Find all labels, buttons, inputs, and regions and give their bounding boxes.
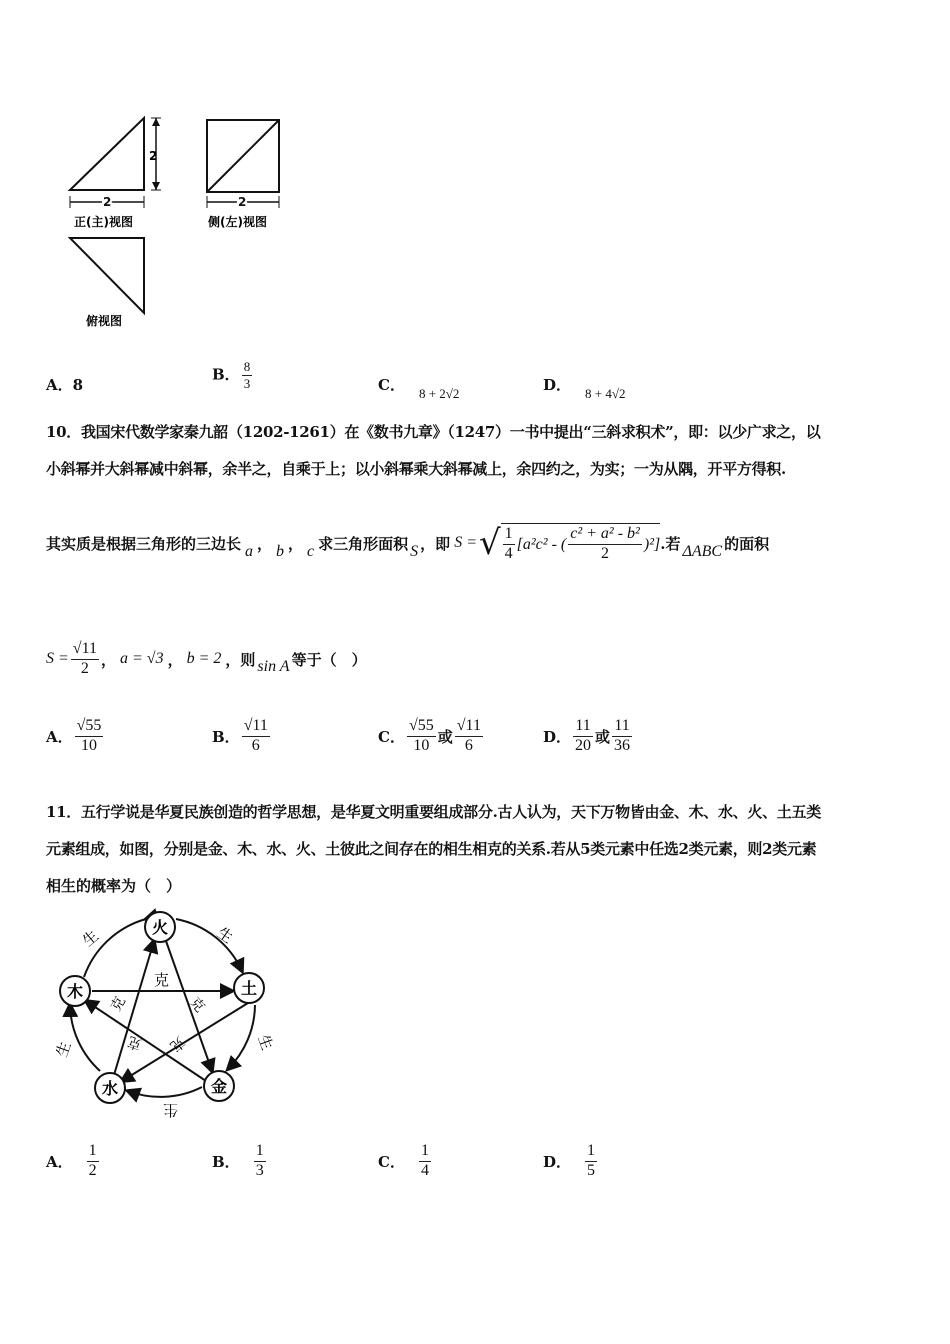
option-label: D． [543,376,572,394]
option-label: B． [212,1152,240,1171]
formula-quarter-den: 4 [504,545,513,562]
option-label: B． [212,365,240,384]
q11-line1: 11．五行学说是华夏民族创造的哲学思想，是华夏文明重要组成部分.古人认为，天下万物皆由金、木、水、火、土五类 [46,803,821,821]
area-lhs: S = [46,650,69,667]
sheng-label: 生 [79,926,103,951]
ke-label: 克 [166,1033,188,1055]
option-label: D． [543,727,572,746]
fraction-numerator: 1 [419,1143,431,1162]
node-wood [60,976,90,1006]
sin-a: sin A [257,658,290,675]
fraction-denominator: 36 [614,736,631,754]
formula-part1: [a²c² - ( [516,535,567,553]
svg-text:木: 木 [66,982,84,1001]
node-metal [204,1071,234,1101]
option-label: C． [378,727,405,746]
node-earth [234,973,264,1003]
svg-text:水: 水 [101,1079,119,1098]
q11-option-a[interactable] [46,1143,101,1180]
q9-option-c[interactable] [378,374,460,401]
sqrt-sign: √ [478,523,501,563]
formula-lhs: S = [454,534,477,551]
fraction-numerator: 1 [585,1143,597,1162]
or-word: 或 [437,727,453,746]
fraction-numerator: √11 [242,718,270,737]
q10-option-a[interactable] [46,718,105,755]
front-view-triangle [70,118,144,190]
sheng-label: 生 [254,1032,277,1053]
option-label: C． [378,376,405,394]
q11-option-c[interactable] [378,1143,433,1180]
svg-text:土: 土 [240,979,258,998]
sheng-label: 生 [162,1101,178,1119]
separator: ， [257,534,273,553]
fraction-numerator: √11 [455,718,483,737]
option-value: 8 + 4√2 [585,386,626,401]
option-value: 8 + 2√2 [418,386,460,401]
triangle-abc: ΔABC [682,543,723,560]
fraction-numerator: 11 [573,718,592,737]
q10-line1: 10．我国宋代数学家秦九韶（1202-1261）在《数书九章》（1247）一书中提出“三斜求积术”，即：以少广求之，以 [46,423,821,441]
fraction-denominator: 6 [251,736,260,754]
q10-text: ，即 [420,534,451,553]
option-label: A． [46,376,73,394]
fraction-denominator: 4 [420,1161,429,1179]
top-view-triangle [70,238,144,313]
fraction-denominator: 10 [81,736,98,754]
q10-option-c[interactable] [378,718,485,755]
side-view-diagonal [207,120,279,192]
var-c: c [307,543,315,560]
fraction-numerator: 1 [87,1143,99,1162]
q11-line3: 相生的概率为（ ） [46,877,182,895]
fraction-denominator: 6 [464,736,473,754]
q10-text: ，则 [225,650,256,669]
ke-label: 克 [125,1032,145,1053]
q10-text: 等于（ ） [291,650,367,669]
fraction-numerator: 1 [254,1143,266,1162]
q9-option-b[interactable] [212,360,254,390]
side-width-dim: 2 [238,195,247,209]
node-water [95,1073,125,1103]
front-height-dim: 2 [149,149,158,163]
ke-label: 克 [108,994,129,1015]
heron-formula [454,523,660,563]
given-b: b = 2 [186,650,222,667]
option-label: B． [212,727,240,746]
q10-text: .若 [660,534,681,553]
q9-option-a[interactable] [46,374,83,395]
separator: ， [100,650,116,669]
area-den: 2 [80,659,89,677]
q9-option-d[interactable] [543,374,626,401]
q10-text: 求三角形面积 [318,534,409,553]
option-value: 8 [72,376,84,394]
node-fire [145,912,175,942]
ke-label: 克 [154,971,170,989]
fraction-denominator: 20 [575,736,592,754]
formula-inner-den: 2 [601,545,610,562]
option-label: D． [543,1152,572,1171]
fraction-numerator: √55 [75,718,104,737]
fraction-numerator: √55 [407,718,436,737]
separator: ， [167,650,183,669]
q10-text: 的面积 [724,534,770,553]
option-label: C． [378,1152,405,1171]
formula-quarter-num: 1 [503,526,515,545]
fraction-denominator: 10 [413,736,430,754]
option-label: A． [46,1152,73,1171]
q10-line4 [46,636,367,682]
fraction-denominator: 5 [587,1161,596,1179]
q10-option-b[interactable] [212,718,272,755]
var-S: S [410,543,419,560]
var-a: a [245,543,254,560]
sheng-label: 生 [213,923,237,947]
q11-option-d[interactable] [543,1143,599,1180]
svg-text:火: 火 [151,918,169,937]
svg-text:金: 金 [210,1077,228,1096]
q10-line3 [46,518,769,568]
top-view-label: 俯视图 [86,314,123,328]
ke-label: 克 [186,994,208,1016]
q10-text: 其实质是根据三角形的三边长 [46,534,242,553]
side-view-label: 侧(左)视图 [208,215,267,229]
front-view-label: 正(主)视图 [74,215,133,229]
front-width-dim: 2 [103,195,112,209]
fraction-numerator: 8 [243,359,251,374]
q11-option-b[interactable] [212,1143,268,1180]
option-label: A． [46,727,73,746]
fraction-denominator: 2 [88,1161,97,1179]
fraction-denominator: 3 [255,1161,264,1179]
fraction-numerator: 11 [612,718,631,737]
sheng-label: 生 [52,1039,75,1060]
formula-part2: )²] [643,535,661,553]
separator: ， [288,534,304,553]
area-num: √11 [71,641,99,660]
or-word: 或 [595,727,611,746]
fraction-denominator: 3 [243,375,251,391]
q11-line2: 元素组成，如图，分别是金、木、水、火、土彼此之间存在的相生相克的关系.若从5类元素中任选2类元素，则2类元素 [46,840,817,858]
wuxing-diagram [50,905,290,1135]
three-view-figure [60,110,300,335]
given-a: a = √3 [120,650,164,667]
q10-option-d[interactable] [543,718,634,755]
formula-inner-num: c² + a² - b² [568,526,642,545]
var-b: b [276,543,285,560]
q10-line2: 小斜幂并大斜幂减中斜幂，余半之，自乘于上；以小斜幂乘大斜幂减上，余四约之，为实；一为从隅，开平方得积. [46,460,786,478]
